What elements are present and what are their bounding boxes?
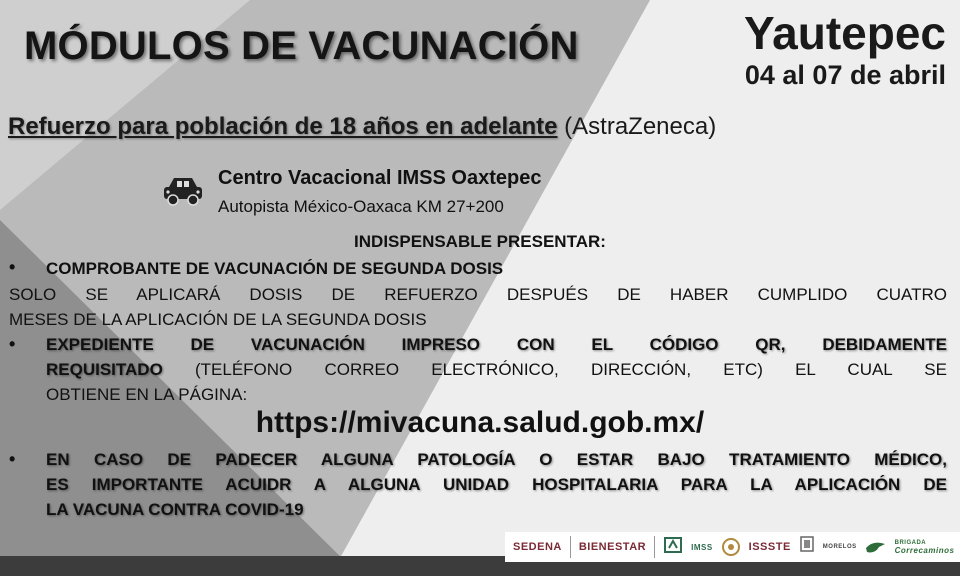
subtitle <box>8 113 716 141</box>
divider <box>654 536 655 558</box>
requirement-2-line-1: EXPEDIENTE DE VACUNACIÓN IMPRESO CON EL CÓDIGO QR, DEBIDAMENTE <box>46 335 947 354</box>
refuerzo-note-line-1: SOLO SE APLICARÁ DOSIS DE REFUERZO DESPUÉS DE HABER CUMPLIDO CUATRO <box>9 285 947 304</box>
issste-logo: ISSSTE <box>748 541 791 553</box>
subtitle-bold: Refuerzo para población de 18 años en adelante <box>8 113 558 140</box>
issste-emblem-icon <box>721 536 741 558</box>
brigada-text: BRIGADA <box>894 539 927 546</box>
requirement-3-line-2: ES IMPORTANTE ACUIDR A ALGUNA UNIDAD HOSPITALARIA PARA LA APLICACIÓN DE <box>46 475 947 494</box>
car-icon <box>161 173 205 209</box>
footer-logos <box>505 532 960 562</box>
vaccine-url-link[interactable]: https://mivacuna.salud.gob.mx/ <box>255 406 705 439</box>
correcaminos-bird-icon <box>865 538 887 556</box>
bullet-1: • <box>9 257 16 277</box>
correcaminos-text: Correcaminos <box>894 545 955 555</box>
requirement-3-line-1: EN CASO DE PADECER ALGUNA PATOLOGÍA O ESTAR BAJO TRATAMIENTO MÉDICO, <box>46 450 947 469</box>
divider <box>570 536 571 558</box>
morelos-shield-icon <box>799 536 815 558</box>
imss-logo-text: IMSS <box>691 542 713 552</box>
imss-logo-icon <box>663 536 683 558</box>
city-name: Yautepec <box>744 7 946 59</box>
requirement-2-bold: REQUISITADO <box>46 360 163 379</box>
requirement-1: COMPROBANTE DE VACUNACIÓN DE SEGUNDA DOSIS <box>46 259 504 278</box>
refuerzo-note-line-2: MESES DE LA APLICACIÓN DE LA SEGUNDA DOSIS <box>9 310 427 329</box>
brigada-logo <box>895 539 955 556</box>
date-range: 04 al 07 de abril <box>744 60 946 90</box>
requirement-2-rest: (TELÉFONO CORREO ELECTRÓNICO, DIRECCIÓN, ETC) EL CUAL SE <box>162 360 947 379</box>
sedena-logo: SEDENA <box>513 541 562 553</box>
morelos-logo: MORELOS <box>822 544 857 550</box>
bienestar-logo: BIENESTAR <box>578 541 647 553</box>
requirement-3-line-3: LA VACUNA CONTRA COVID-19 <box>46 500 304 519</box>
subtitle-vaccine: (AstraZeneca) <box>557 113 717 140</box>
main-title: MÓDULOS DE VACUNACIÓN <box>24 24 579 68</box>
bullet-2: • <box>9 334 16 354</box>
bullet-3: • <box>9 449 16 469</box>
requirements-heading: INDISPENSABLE PRESENTAR: <box>354 232 606 251</box>
requirement-2-line-3: OBTIENE EN LA PÁGINA: <box>46 385 248 404</box>
requirement-2-line-2 <box>46 360 947 380</box>
location-name: Centro Vacacional IMSS Oaxtepec <box>218 167 542 189</box>
location-address: Autopista México-Oaxaca KM 27+200 <box>218 197 504 216</box>
